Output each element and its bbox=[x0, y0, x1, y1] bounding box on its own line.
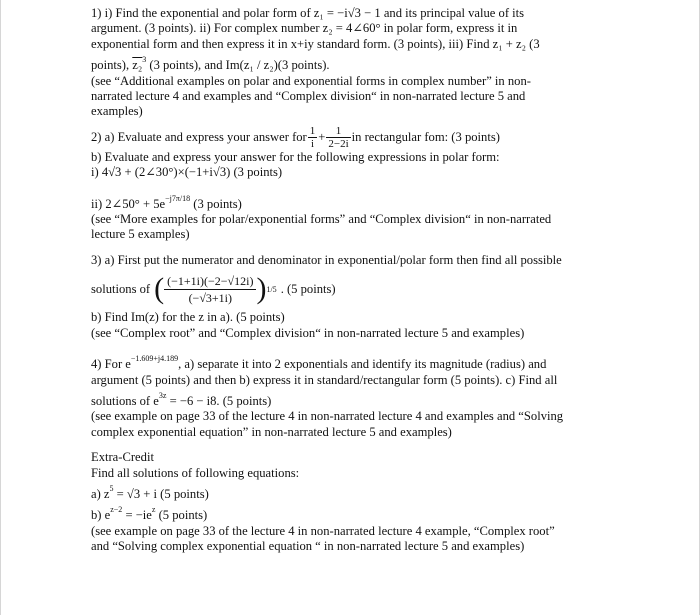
q2a-plus: + bbox=[318, 130, 326, 145]
q1-line-4 bbox=[91, 52, 611, 73]
extra-see-1: (see example on page 33 of the lecture 4 in non-narrated lecture 4 example, “Complex root” bbox=[91, 523, 555, 538]
q3-see: (see “Complex root” and “Complex division“ in non-narrated lecture 5 and examples) bbox=[91, 325, 525, 340]
extra-b-exponent-2: z bbox=[151, 505, 156, 515]
q1-line-1: 1) i) Find the exponential and polar form of z₁ = −i√3 − 1 and its principal value of its bbox=[91, 6, 525, 20]
q2-see-2: lecture 5 examples) bbox=[91, 227, 190, 242]
q1-see-1: (see “Additional examples on polar and exponential forms in complex number” in non- bbox=[91, 73, 531, 88]
q1-line-4b: (3 points), and Im(z₁ / z₂)(3 points). bbox=[146, 58, 330, 73]
q2b-line: b) Evaluate and express your answer for the following expressions in polar form: bbox=[91, 149, 500, 164]
q1-see-2: narrated lecture 4 and examples and “Complex division“ in non-narrated lecture 5 and bbox=[91, 89, 526, 104]
q2a-post: in rectangular fom: (3 points) bbox=[351, 130, 500, 145]
q4-line-1 bbox=[91, 351, 611, 372]
q2a-pre: 2) a) Evaluate and express your answer for bbox=[91, 130, 307, 145]
q4-l1-pre: 4) For e bbox=[91, 357, 131, 372]
extra-intro: Find all solutions of following equations: bbox=[91, 465, 300, 480]
q2a-frac-2-num: 1 bbox=[326, 125, 350, 138]
q3-power: 1/5 bbox=[266, 284, 277, 294]
q2a-line bbox=[91, 126, 611, 150]
q2b-ii bbox=[91, 191, 611, 212]
question-3 bbox=[91, 253, 611, 341]
q4-l1-exponent: −1.609+j4.189 bbox=[130, 354, 179, 364]
q3-points: . (5 points) bbox=[280, 281, 336, 296]
q2b-i: i) 4√3 + (2∠30°)×(−1+i√3) (3 points) bbox=[91, 165, 283, 180]
q3a-line: 3) a) First put the numerator and denominator in exponential/polar form then find all possible bbox=[91, 252, 562, 267]
q1-conjugate-z2: z₂ bbox=[132, 58, 143, 73]
extra-title: Extra-Credit bbox=[91, 450, 154, 465]
q2a-frac-2-den: 2−2i bbox=[328, 138, 349, 151]
question-4 bbox=[91, 351, 611, 440]
q1-line-2: argument. (3 points). ii) For complex number z₂ = 4∠60° in polar form, express it in bbox=[91, 21, 518, 36]
q3-fraction bbox=[164, 273, 256, 306]
extra-a bbox=[91, 481, 611, 502]
q4-l3-post: = −6 − i8. (5 points) bbox=[166, 393, 272, 408]
document-body bbox=[91, 6, 611, 555]
q4-line-3 bbox=[91, 388, 611, 409]
extra-b-pre: b) e bbox=[91, 508, 111, 523]
extra-a-post: = √3 + i (5 points) bbox=[113, 486, 209, 501]
extra-a-exponent: 5 bbox=[109, 483, 114, 493]
q1-power-3: 3 bbox=[142, 55, 147, 65]
q4-l3-exponent: 3z bbox=[158, 390, 167, 400]
q2b-ii-post: (3 points) bbox=[190, 196, 242, 211]
q3-equation bbox=[91, 268, 611, 310]
extra-b bbox=[91, 502, 611, 523]
q3-left-paren: ( bbox=[154, 272, 165, 306]
q2a-frac-2 bbox=[326, 125, 350, 150]
q2a-frac-1-num: 1 bbox=[309, 125, 316, 138]
q1-see-3: examples) bbox=[91, 104, 143, 119]
q2b-ii-exponent: −j7π/18 bbox=[165, 193, 191, 203]
extra-b-post: (5 points) bbox=[155, 508, 208, 523]
q4-l1-post: , a) separate it into 2 exponentials and identify its magnitude (radius) and bbox=[178, 357, 547, 372]
question-1 bbox=[91, 6, 611, 120]
q4-see-1: (see example on page 33 of the lecture 4 in non-narrated lecture 4 and examples and “Solving bbox=[91, 409, 564, 424]
q2b-ii-pre: ii) 2∠50° + 5e bbox=[91, 196, 166, 211]
extra-b-exponent-1: z−2 bbox=[110, 505, 123, 515]
extra-a-pre: a) z bbox=[91, 486, 110, 501]
q3-denominator: (−√3+1i) bbox=[188, 290, 233, 305]
q1-line-3: exponential form and then express it in x+iy standard form. (3 points), iii) Find z₁ + z₂ (3 bbox=[91, 36, 540, 51]
q2a-frac-1-den: i bbox=[310, 138, 315, 151]
q3b-line: b) Find Im(z) for the z in a). (5 points) bbox=[91, 310, 285, 325]
question-2 bbox=[91, 126, 611, 243]
extra-b-mid: = −ie bbox=[122, 508, 152, 523]
q1-line-4a: points), bbox=[91, 58, 133, 73]
q4-line-2: argument (5 points) and then b) express it in standard/rectangular form (5 points). c) Find all bbox=[91, 372, 558, 387]
q3-expression bbox=[154, 273, 277, 306]
q3-right-paren: ) bbox=[256, 272, 267, 306]
q2a-frac-1 bbox=[308, 125, 318, 150]
q3-numerator: (−1+1i)(−2−√12i) bbox=[164, 273, 256, 290]
q3-solutions-label: solutions of bbox=[91, 281, 151, 296]
q4-l3-pre: solutions of e bbox=[91, 393, 159, 408]
q2-see-1: (see “More examples for polar/exponential forms” and “Complex division“ in non-narrated bbox=[91, 212, 552, 227]
q4-see-2: complex exponential equation” in non-narrated lecture 5 and examples) bbox=[91, 424, 452, 439]
extra-see-2: and “Solving complex exponential equation “ in non-narrated lecture 5 and examples) bbox=[91, 539, 525, 554]
extra-credit bbox=[91, 450, 611, 554]
